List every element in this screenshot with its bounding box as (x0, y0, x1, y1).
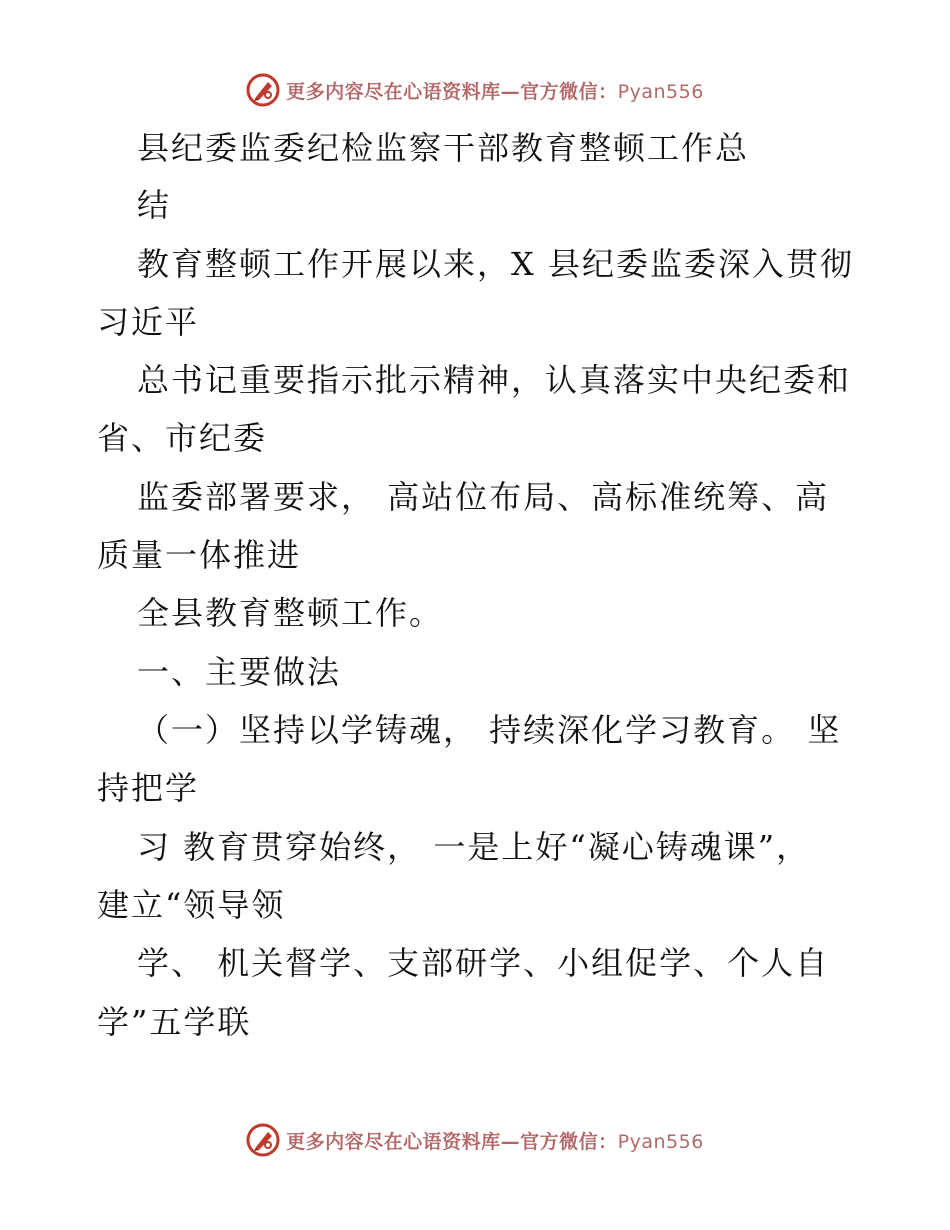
banner-text-id: Pyan556 (617, 80, 704, 103)
footer-banner (0, 1120, 950, 1160)
banner-content (246, 1123, 704, 1157)
pen-nib-logo-icon (246, 73, 280, 107)
banner-text-id: Pyan556 (617, 1130, 704, 1153)
subsection-heading: （一）坚持以学铸魂， 持续深化学习教育。 坚 (137, 711, 842, 749)
paragraph-line: 习 教育贯穿始终， 一是上好“凝心铸魂课”， (137, 828, 811, 866)
paragraph-line: 学、 机关督学、支部研学、小组促学、个人自 (137, 944, 830, 982)
paragraph-line: 持把学 (97, 769, 200, 807)
paragraph-line: 监委部署要求， 高站位布局、高标准统筹、高 (137, 478, 830, 516)
banner-content (246, 73, 704, 107)
banner-text (286, 77, 704, 104)
paragraph-line: 习近平 (97, 303, 200, 341)
title-line-2: 结 (137, 186, 172, 224)
header-banner (0, 70, 950, 110)
paragraph-line: 全县教育整顿工作。 (137, 594, 444, 632)
pen-nib-logo-icon (246, 1123, 280, 1157)
paragraph-line: 学”五学联 (97, 1003, 252, 1041)
paragraph-line: 教育整顿工作开展以来，X 县纪委监委深入贯彻 (137, 245, 854, 283)
paragraph-line: 省、市纪委 (97, 419, 268, 457)
banner-text (286, 1127, 704, 1154)
section-heading: 一、主要做法 (137, 653, 342, 691)
title-line-1: 县纪委监委纪检监察干部教育整顿工作总 (137, 129, 750, 167)
paragraph-line: 建立“领导领 (97, 886, 286, 924)
paragraph-line: 总书记重要指示批示精神，认真落实中央纪委和 (137, 361, 852, 399)
banner-text-cn: 更多内容尽在心语资料库—官方微信： (286, 80, 618, 103)
banner-text-cn: 更多内容尽在心语资料库—官方微信： (286, 1130, 618, 1153)
paragraph-line: 质量一体推进 (97, 536, 302, 574)
